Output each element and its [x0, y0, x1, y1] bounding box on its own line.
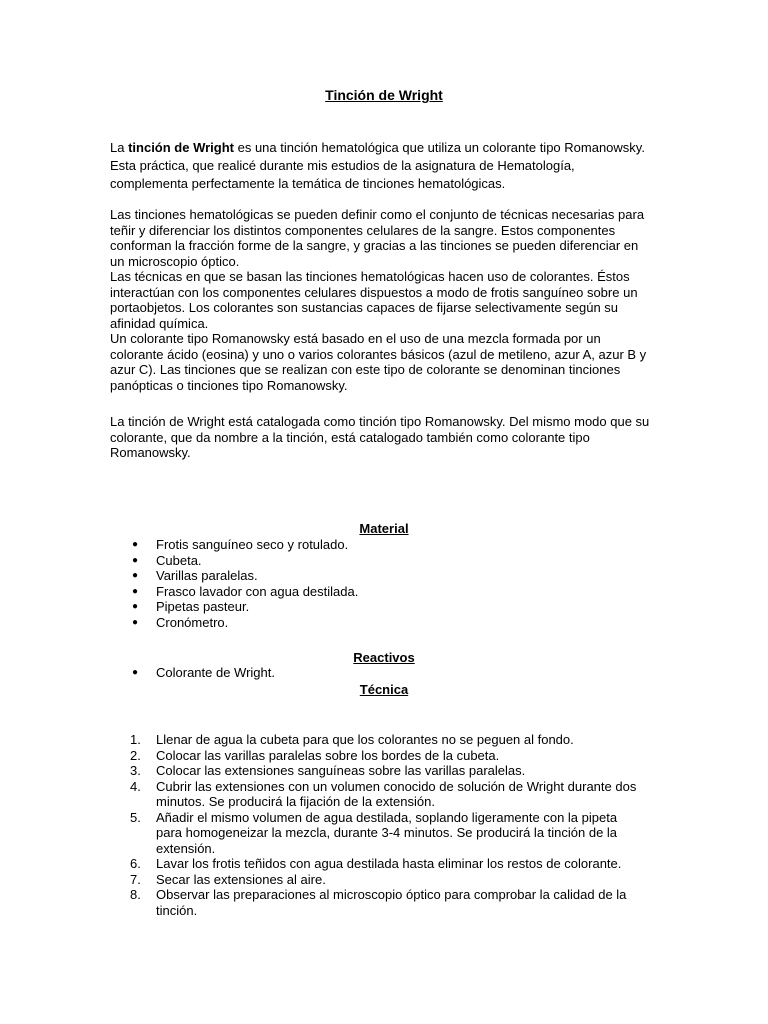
- step-number: 2.: [130, 747, 141, 763]
- list-item: [110, 568, 650, 584]
- bullet-icon: ●: [132, 539, 139, 550]
- bullet-icon: ●: [132, 601, 139, 612]
- step-number: 5.: [130, 809, 141, 825]
- intro-bold-term: tinción de Wright: [128, 140, 234, 155]
- tecnica-steps-list: [110, 732, 640, 918]
- list-item: [110, 537, 650, 553]
- list-item-text: Colorante de Wright.: [156, 665, 275, 680]
- step-item: [110, 810, 640, 857]
- bullet-icon: ●: [132, 570, 139, 581]
- bullet-icon: ●: [132, 554, 139, 566]
- step-item: [110, 856, 640, 872]
- step-text: Cubrir las extensiones con un volumen conocido de solución de Wright durante dos minutos. Se producirá la fijación de la extensión.: [156, 778, 637, 809]
- step-text: Añadir el mismo volumen de agua destilada, soplando ligeramente con la pipeta para homogeneizar la mezcla, durante 3-4 minutos. Se producirá la tinción de la extensión.: [156, 809, 618, 856]
- list-item: [110, 665, 650, 681]
- step-number: 1.: [130, 732, 141, 747]
- catalog-paragraph: La tinción de Wright está catalogada como tinción tipo Romanowsky. Del mismo modo que su colorante, que da nombre a la tinción, está catalogado también como colorante tipo Romanowsky.: [110, 414, 650, 460]
- reactivos-heading: Reactivos: [353, 650, 415, 665]
- step-text: Lavar los frotis teñidos con agua destilada hasta eliminar los restos de colorante.: [156, 856, 622, 871]
- definition-paragraph: Las tinciones hematológicas se pueden definir como el conjunto de técnicas necesarias para teñir y diferenciar los distintos componentes celulares de la sangre. Estos componentes conforman la fracción forme de la sangre, y gracias a las tinciones se pueden diferenciar en un microscopio óptico.: [110, 207, 645, 269]
- tecnica-heading: Técnica: [359, 682, 409, 697]
- step-item: [110, 779, 640, 810]
- step-item: [110, 732, 640, 748]
- step-number: 7.: [130, 871, 141, 887]
- list-item-text: Frasco lavador con agua destilada.: [156, 583, 359, 599]
- list-item: [110, 615, 650, 631]
- step-text: Colocar las extensiones sanguíneas sobre las varillas paralelas.: [156, 763, 526, 778]
- reactivos-list: [110, 665, 650, 681]
- definition-paragraph: Un colorante tipo Romanowsky está basado en el uso de una mezcla formada por un colorante ácido (eosina) y uno o varios colorantes básicos (azul de metileno, azur A, azur B y azur C). Las tinciones que se realizan con este tipo de colorante se denominan tinciones panópticas o tinciones tipo Romanowsky.: [110, 331, 647, 393]
- step-text: Colocar las varillas paralelas sobre los bordes de la cubeta.: [156, 747, 500, 763]
- intro-post: es una tinción hematológica que utiliza un colorante tipo Romanowsky. Esta práctica, que realicé durante mis estudios de la asignatura de Hematología, complementa perfectamente la temática de tinciones hematológicas.: [110, 140, 645, 191]
- bullet-icon: ●: [132, 616, 139, 628]
- step-text: Secar las extensiones al aire.: [156, 871, 326, 887]
- list-item: [110, 553, 650, 569]
- material-list: [110, 537, 650, 630]
- step-item: [110, 872, 640, 888]
- material-heading: Material: [359, 521, 409, 536]
- step-item: [110, 763, 640, 779]
- step-number: 3.: [130, 763, 141, 778]
- definitions-section: [110, 207, 650, 393]
- step-text: Observar las preparaciones al microscopio óptico para comprobar la calidad de la tinción.: [156, 887, 627, 918]
- list-item-text: Varillas paralelas.: [156, 568, 258, 583]
- definition-paragraph: Las técnicas en que se basan las tinciones hematológicas hacen uso de colorantes. Éstos interactúan con los componentes celulares dispuestos a modo de frotis sanguíneo sobre un portaobjetos. Los colorantes son sustancias capaces de fijarse selectivamente según su afinidad química.: [110, 269, 638, 331]
- step-item: [110, 887, 640, 918]
- step-text: Llenar de agua la cubeta para que los colorantes no se peguen al fondo.: [156, 732, 574, 747]
- step-number: 8.: [130, 887, 141, 902]
- step-item: [110, 748, 640, 764]
- list-item-text: Frotis sanguíneo seco y rotulado.: [156, 537, 349, 552]
- intro-pre: La: [110, 140, 129, 155]
- bullet-icon: ●: [132, 585, 139, 597]
- step-number: 4.: [130, 778, 141, 794]
- list-item-text: Pipetas pasteur.: [156, 599, 250, 614]
- list-item: [110, 599, 650, 615]
- list-item: [110, 584, 650, 600]
- bullet-icon: ●: [132, 667, 139, 678]
- document-title: Tinción de Wright: [325, 87, 443, 103]
- step-number: 6.: [130, 856, 141, 871]
- intro-paragraph: [110, 139, 650, 193]
- list-item-text: Cronómetro.: [156, 614, 229, 630]
- list-item-text: Cubeta.: [156, 552, 202, 568]
